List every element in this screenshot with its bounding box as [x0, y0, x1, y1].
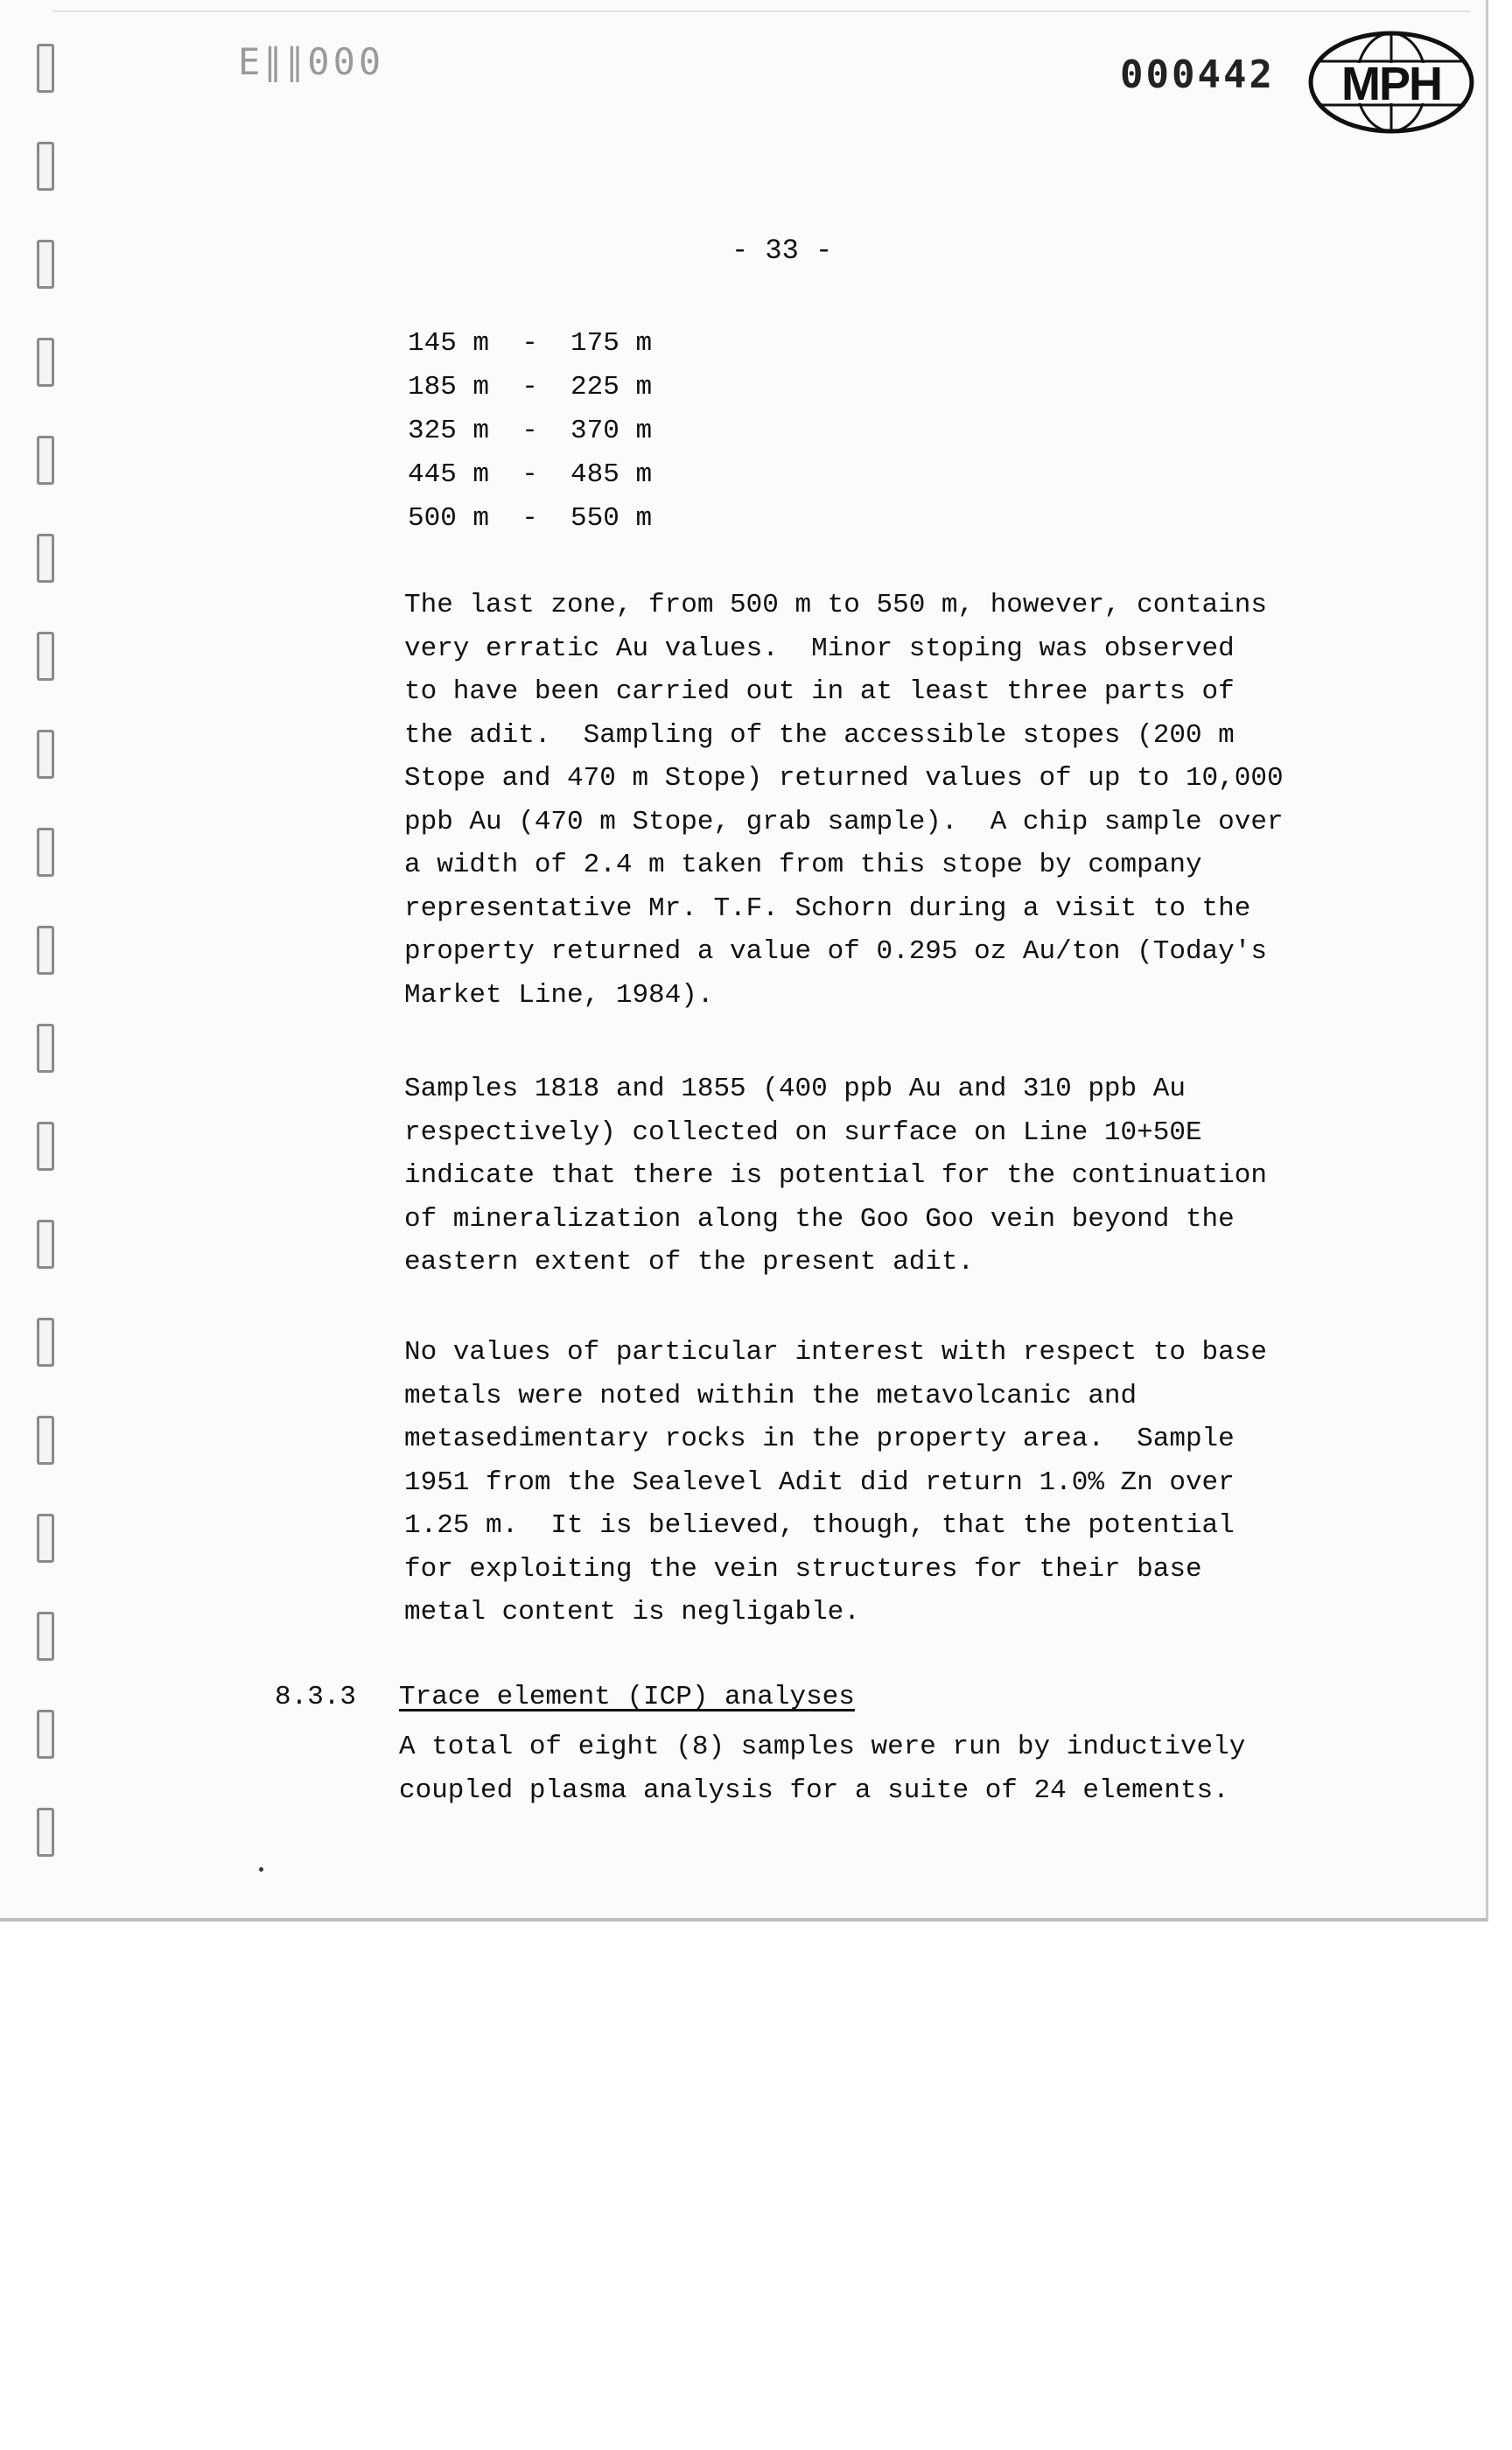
depth-range: 325 m - 370 m [408, 416, 653, 446]
text-line: to have been carried out in at least three parts of [404, 676, 1235, 707]
text-line: 1.25 m. It is believed, though, that the potential [404, 1510, 1235, 1541]
binder-hole [37, 142, 54, 191]
text-line: A total of eight (8) samples were run by inductively [399, 1732, 1246, 1762]
binder-hole [37, 1710, 54, 1759]
document-number-stamp: 000442 [1120, 52, 1275, 97]
binder-hole [37, 1318, 54, 1367]
depth-range-list [408, 322, 652, 541]
globe-logo-icon [1293, 24, 1475, 138]
text-line: coupled plasma analysis for a suite of 24 elements. [399, 1774, 1229, 1806]
text-line: No values of particular interest with respect to base [404, 1337, 1267, 1368]
binder-hole [37, 1220, 54, 1269]
binder-hole [37, 926, 54, 975]
text-line: metals were noted within the metavolcanic and [404, 1380, 1138, 1411]
section-number: 8.3.3 [275, 1682, 357, 1712]
text-line: eastern extent of the present adit. [404, 1247, 975, 1278]
depth-range: 185 m - 225 m [408, 372, 653, 402]
paragraph-base-metals [404, 1331, 1410, 1634]
text-line: the adit. Sampling of the accessible stopes (200 m [404, 719, 1235, 751]
text-line: Market Line, 1984). [404, 979, 714, 1011]
page-number: - 33 - [732, 234, 833, 267]
text-line: Stope and 470 m Stope) returned values of up to 10,000 [404, 763, 1284, 794]
stamp-left: E∥∥000 [238, 40, 385, 83]
depth-range: 445 m - 485 m [408, 459, 653, 490]
text-line: very erratic Au values. Minor stoping was observed [404, 633, 1235, 664]
paragraph-last-zone [404, 584, 1410, 1017]
text-line: The last zone, from 500 m to 550 m, however, contains [404, 590, 1267, 620]
svg-text:MPH: MPH [1341, 58, 1441, 110]
text-line: Samples 1818 and 1855 (400 ppb Au and 310 ppb Au [404, 1074, 1186, 1104]
binder-hole [37, 240, 54, 289]
binder-hole [37, 632, 54, 681]
binder-hole [37, 436, 54, 485]
text-line: ppb Au (470 m Stope, grab sample). A chip sample over [404, 806, 1284, 837]
binder-hole [37, 338, 54, 387]
text-line: metasedimentary rocks in the property area. Sample [404, 1424, 1235, 1454]
depth-range: 500 m - 550 m [408, 503, 653, 534]
text-line: respectively) collected on surface on Line 10+50E [404, 1116, 1202, 1148]
scan-speck [259, 1867, 263, 1872]
text-line: for exploiting the vein structures for their base [404, 1553, 1202, 1585]
binder-hole [37, 1122, 54, 1171]
text-line: property returned a value of 0.295 oz Au/ton (Today's [404, 936, 1267, 967]
mph-logo [1293, 24, 1475, 138]
binder-hole [37, 1612, 54, 1661]
binder-hole [37, 1024, 54, 1073]
text-line: indicate that there is potential for the continuation [404, 1160, 1267, 1191]
text-line: of mineralization along the Goo Goo vein beyond the [404, 1203, 1235, 1235]
binder-hole [37, 828, 54, 877]
depth-range: 145 m - 175 m [408, 328, 653, 359]
page-top-edge [52, 10, 1470, 12]
paragraph-samples [404, 1068, 1410, 1284]
section-title: Trace element (ICP) analyses [399, 1682, 855, 1712]
text-line: a width of 2.4 m taken from this stope by company [404, 850, 1202, 880]
binder-hole [37, 1416, 54, 1465]
paragraph-icp [399, 1726, 1405, 1812]
binder-hole [37, 1514, 54, 1563]
text-line: metal content is negligable. [404, 1597, 860, 1628]
binder-hole [37, 1808, 54, 1857]
text-line: 1951 from the Sealevel Adit did return 1.0% Zn over [404, 1466, 1235, 1498]
text-line: representative Mr. T.F. Schorn during a visit to the [404, 892, 1251, 924]
binder-hole [37, 730, 54, 779]
binder-hole [37, 44, 54, 93]
binder-holes [37, 44, 63, 1881]
binder-hole [37, 534, 54, 583]
